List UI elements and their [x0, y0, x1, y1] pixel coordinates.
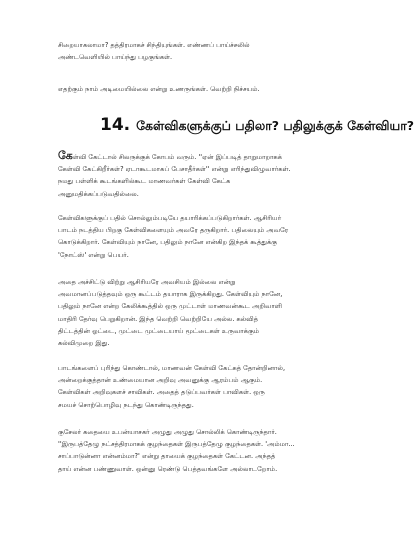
text-line: அதை அச்சிட்டு விற்று ஆசிரியரே அவசியம் இல்லை என்று — [58, 278, 236, 286]
text-line: நமது பள்ளிக் கூடங்களில்கூட மாணவர்கள் கேள்வி கேட்க — [58, 177, 231, 186]
text-line: பாடங்களைப் புரிந்து கொண்டால், மாணவன் கேள்வி கேட்கத் தோன்றினால், — [58, 364, 286, 372]
body-paragraph-2 — [58, 212, 376, 261]
body-paragraph-3 — [58, 276, 376, 349]
chapter-heading — [100, 115, 415, 135]
text-line: கொடுக்கிறார். கேள்வியும் நானே, பதிலும் நானே என்கிற இந்தக் கூத்துக்கு — [58, 238, 278, 247]
text-line: 'நோட்ஸ்' என்று பெயர். — [58, 250, 129, 259]
text-line: திட்டத்தின் ஓட்டை, முட்டை முட்டையாய் மூட்டைகள் உருவாக்கும் — [58, 326, 260, 335]
text-line: அன்றைக்குத்தான் உண்மையான அறிவு அவனுக்கு ஆரம்பம் ஆகும். — [58, 376, 263, 385]
drop-cap: கே — [58, 149, 73, 162]
text-line: தாய் என்ன பண்ணுவாள். ஒன்னு ரெண்டு பெத்தவங்களே அல்லாடறோம். — [58, 464, 278, 473]
text-line: எதற்கும் நாம் அடிமையில்லை என்று உணருங்கள். வெற்றி நிச்சயம். — [58, 85, 260, 93]
intro-paragraph-1 — [58, 39, 376, 63]
text-line: சிறையாகலாமா? தத்திரமாகச் சிந்தியுங்கள். எண்ணப் பாய்ச்சலில் — [58, 41, 250, 49]
text-line: குசேலர் கதையை உபன்யாசகர் அழுது அழுது சொல்லிக் கொண்டிருந்தார். — [58, 428, 277, 436]
text-line: பாடம் நடத்திய பிறகு கேள்விகளையும் அவரே தருகிறார். பதிலையும் அவரே — [58, 226, 289, 235]
text-line: அனுமதிக்கப்படுவதில்லை. — [58, 189, 139, 198]
text-line: கேள்வி கேட்கிறீர்கள்? ஏடாகூடமாகப் பேசாதீர்கள்'' என்று எரிந்துவிழுவார்கள். — [58, 165, 291, 174]
text-line: சாப்பாடுன்னா என்னம்மா?' என்று தாயைக் குழந்தைகள் கேட்டன. அந்தத் — [58, 452, 276, 461]
text-line: பதிலும் நானே என்ற கேலிக்கூத்தில் ஒரு முட்டாள் மாணவன்கூட அறிவாளி — [58, 302, 283, 311]
text-line: கேள்விகள் அறிவுகளச் சாவிகள். அதைத் தடுப்பவர்கள் பாவிகள். ஒரு — [58, 388, 265, 397]
body-paragraph-5 — [58, 426, 376, 475]
text-line: சமயச் சொற்பொழிவு நடந்து கொண்டிருந்தது. — [58, 400, 194, 409]
body-paragraph-1 — [58, 150, 376, 200]
text-line: கல்விமுறை இது. — [58, 339, 110, 348]
text-line — [58, 150, 376, 163]
text-line: ''இருபத்தேழு நட்சத்திரமாகக் குழந்தைகள் இருபத்தேழு குழந்தைகள். 'அம்மா... — [58, 440, 295, 449]
chapter-title: கேள்விகளுக்குப் பதிலா? பதிலுக்குக் கேள்வியா? — [136, 118, 415, 133]
body-paragraph-4 — [58, 362, 376, 411]
text-line: கேள்விகளுக்குப் பதில் சொல்லும்படியே தயாரிக்கப்படுகிறார்கள். ஆசிரியர் — [58, 214, 282, 222]
chapter-number: 14. — [100, 115, 131, 135]
text-line-rest: ள்வி கேட்டால் சிலருக்குக் கோபம் வரும். ''ஏன் இப்படித் தாறுமாறாகக் — [72, 153, 282, 161]
text-line: மாதிரி தேர்வு பெறுகிறான். இந்த வெற்றி வெற்றியே அல்ல. கல்வித் — [58, 314, 259, 323]
intro-paragraph-2 — [58, 83, 376, 95]
text-line: அவமானப்படுத்தவும் ஒரு கூட்டம் தயாராக இருக்கிறது. கேள்வியும் நானே, — [58, 290, 283, 299]
text-line: அண்டவெளியில் பாய்ந்து பழகுங்கள். — [58, 53, 173, 62]
